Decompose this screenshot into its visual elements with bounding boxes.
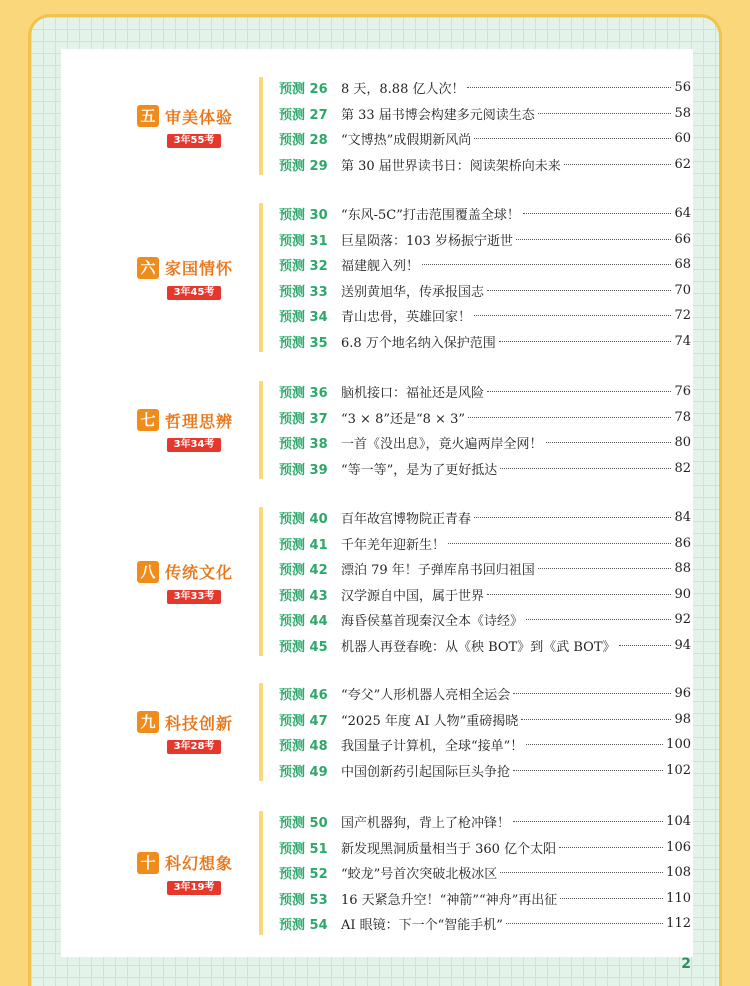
entry-label: 预测 49 xyxy=(279,764,328,780)
entry-page-number: 76 xyxy=(674,384,691,400)
entry-page-number: 96 xyxy=(674,686,691,702)
entry-label: 预测 40 xyxy=(279,512,328,528)
dot-leader xyxy=(516,239,672,240)
entry-label: 预测 30 xyxy=(279,208,328,224)
entry-title: “夸父”人形机器人亮相全运会 xyxy=(341,688,511,704)
entry-label: 预测 28 xyxy=(279,133,328,149)
entry-list xyxy=(279,809,691,937)
entry-page-number: 106 xyxy=(666,839,691,855)
entry-page-number: 82 xyxy=(674,460,691,476)
entry-title: 中国创新药引起国际巨头争抢 xyxy=(341,764,511,780)
entry-label: 预测 39 xyxy=(279,462,328,478)
entry-label: 预测 29 xyxy=(279,158,328,174)
dot-leader xyxy=(521,719,671,720)
toc-entry[interactable] xyxy=(279,329,691,355)
entry-list xyxy=(279,201,691,354)
toc-entry[interactable] xyxy=(279,633,691,659)
section-header xyxy=(137,851,247,895)
exam-count-badge: 3年33考 xyxy=(167,590,221,604)
toc-entry[interactable] xyxy=(279,201,691,227)
section-number: 九 xyxy=(137,711,159,733)
dot-leader xyxy=(474,517,671,518)
section-number: 七 xyxy=(137,409,159,431)
entry-title: 福建舰入列！ xyxy=(341,259,420,275)
section-title xyxy=(137,104,247,128)
section-header xyxy=(137,710,247,754)
section-divider xyxy=(259,381,263,479)
toc-entry[interactable] xyxy=(279,278,691,304)
section-divider xyxy=(259,203,263,352)
entry-title: 6.8 万个地名纳入保护范围 xyxy=(341,335,496,351)
dot-leader xyxy=(500,872,663,873)
entry-label: 预测 36 xyxy=(279,386,328,402)
section-number: 八 xyxy=(137,561,159,583)
entry-title: 16 天紧急升空！“神箭”“神舟”再出征 xyxy=(341,892,558,908)
dot-leader xyxy=(560,898,663,899)
dot-leader xyxy=(538,568,672,569)
dot-leader xyxy=(559,847,663,848)
entry-label: 预测 53 xyxy=(279,892,328,908)
toc-entry[interactable] xyxy=(279,707,691,733)
dot-leader xyxy=(468,417,671,418)
dot-leader xyxy=(487,290,671,291)
toc-section xyxy=(61,201,693,354)
entry-page-number: 70 xyxy=(674,282,691,298)
toc-entry[interactable] xyxy=(279,75,691,101)
toc-section xyxy=(61,379,693,481)
toc-entry[interactable] xyxy=(279,379,691,405)
toc-entry[interactable] xyxy=(279,252,691,278)
dot-leader xyxy=(500,468,671,469)
entry-page-number: 102 xyxy=(666,762,691,778)
dot-leader xyxy=(422,264,671,265)
entry-page-number: 112 xyxy=(666,916,691,932)
dot-leader xyxy=(564,164,672,165)
exam-count-badge: 3年28考 xyxy=(167,740,221,754)
section-divider xyxy=(259,811,263,935)
dot-leader xyxy=(448,543,671,544)
entry-title: “文博热”成假期新风尚 xyxy=(341,133,472,149)
toc-entry[interactable] xyxy=(279,303,691,329)
toc-entry[interactable] xyxy=(279,126,691,152)
dot-leader xyxy=(619,645,672,646)
entry-title: 青山忠骨，英雄回家！ xyxy=(341,310,472,326)
entry-label: 预测 41 xyxy=(279,537,328,553)
section-name: 科幻想象 xyxy=(165,854,234,874)
entry-page-number: 94 xyxy=(674,637,691,653)
section-name: 家国情怀 xyxy=(165,259,234,278)
entry-label: 预测 42 xyxy=(279,563,328,579)
toc-entry[interactable] xyxy=(279,911,691,937)
entry-list xyxy=(279,505,691,658)
page-frame xyxy=(28,14,722,986)
entry-page-number: 92 xyxy=(674,612,691,628)
dot-leader xyxy=(499,341,672,342)
dot-leader xyxy=(467,87,671,88)
entry-page-number: 60 xyxy=(674,131,691,147)
dot-leader xyxy=(487,391,671,392)
entry-title: 第 33 届书博会构建多元阅读生态 xyxy=(341,107,535,123)
entry-title: “蛟龙”号首次突破北极冰区 xyxy=(341,867,498,883)
toc-section xyxy=(61,505,693,658)
entry-page-number: 86 xyxy=(674,535,691,551)
section-title xyxy=(137,256,247,280)
entry-label: 预测 48 xyxy=(279,739,328,755)
entry-page-number: 68 xyxy=(674,257,691,273)
entry-title: 汉学源自中国，属于世界 xyxy=(341,588,485,604)
toc-entry[interactable] xyxy=(279,101,691,127)
entry-label: 预测 27 xyxy=(279,107,328,123)
entry-title: “东风-5C”打击范围覆盖全球！ xyxy=(341,208,520,224)
entry-page-number: 66 xyxy=(674,231,691,247)
entry-title: 新发现黑洞质量相当于 360 亿个太阳 xyxy=(341,841,557,857)
entry-label: 预测 50 xyxy=(279,816,328,832)
entry-label: 预测 35 xyxy=(279,335,328,351)
section-title xyxy=(137,560,247,584)
entry-page-number: 62 xyxy=(674,156,691,172)
dot-leader xyxy=(526,619,671,620)
section-header xyxy=(137,408,247,452)
section-name: 科技创新 xyxy=(165,713,234,733)
dot-leader xyxy=(513,693,671,694)
section-divider xyxy=(259,507,263,656)
toc-page xyxy=(61,49,693,957)
entry-page-number: 64 xyxy=(674,206,691,222)
entry-label: 预测 33 xyxy=(279,284,328,300)
entry-label: 预测 34 xyxy=(279,310,328,326)
entry-title: 我国量子计算机，全球“接单”！ xyxy=(341,739,524,755)
toc-entry[interactable] xyxy=(279,505,691,531)
dot-leader xyxy=(474,138,671,139)
entry-label: 预测 37 xyxy=(279,411,328,427)
entry-page-number: 90 xyxy=(674,586,691,602)
entry-title: “等一等”，是为了更好抵达 xyxy=(341,462,498,478)
entry-title: 一首《没出息》，竟火遍两岸全网！ xyxy=(341,437,543,453)
toc-entry[interactable] xyxy=(279,556,691,582)
dot-leader xyxy=(546,442,672,443)
entry-label: 预测 54 xyxy=(279,918,328,934)
section-name: 传统文化 xyxy=(165,563,234,582)
entry-title: “2025 年度 AI 人物”重磅揭晓 xyxy=(341,713,519,729)
section-header xyxy=(137,256,247,300)
exam-count-badge: 3年45考 xyxy=(167,286,221,300)
entry-title: 千年羌年迎新生！ xyxy=(341,537,446,553)
dot-leader xyxy=(526,744,663,745)
dot-leader xyxy=(513,770,663,771)
entry-title: 海昏侯墓首现秦汉全本《诗经》 xyxy=(341,614,524,630)
page-number: 2 xyxy=(681,956,691,972)
exam-count-badge: 3年55考 xyxy=(167,134,221,148)
toc-section xyxy=(61,75,693,177)
entry-title: “3 × 8”还是“8 × 3” xyxy=(341,411,465,427)
dot-leader xyxy=(513,821,663,822)
toc-entry[interactable] xyxy=(279,758,691,784)
dot-leader xyxy=(487,594,671,595)
entry-page-number: 72 xyxy=(674,308,691,324)
toc-entry[interactable] xyxy=(279,456,691,482)
entry-page-number: 74 xyxy=(674,333,691,349)
entry-title: 脑机接口：福祉还是风险 xyxy=(341,386,485,402)
entry-title: AI 眼镜：下一个“智能手机” xyxy=(341,918,503,934)
entry-label: 预测 32 xyxy=(279,259,328,275)
entry-title: 机器人再登春晚：从《秧 BOT》到《武 BOT》 xyxy=(341,639,616,655)
entry-page-number: 104 xyxy=(666,814,691,830)
entry-page-number: 84 xyxy=(674,510,691,526)
toc-entry[interactable] xyxy=(279,835,691,861)
dot-leader xyxy=(538,113,672,114)
section-name: 审美体验 xyxy=(165,107,234,127)
entry-title: 第 30 届世界读书日：阅读架桥向未来 xyxy=(341,158,561,174)
section-header xyxy=(137,104,247,148)
entry-title: 巨星陨落：103 岁杨振宁逝世 xyxy=(341,233,513,249)
entry-title: 国产机器狗，背上了枪冲锋！ xyxy=(341,816,511,832)
entry-label: 预测 47 xyxy=(279,713,328,729)
section-header xyxy=(137,560,247,604)
entry-list xyxy=(279,75,691,177)
entry-title: 百年故宫博物院正青春 xyxy=(341,512,472,528)
section-number: 六 xyxy=(137,257,159,279)
toc-entry[interactable] xyxy=(279,607,691,633)
entry-page-number: 98 xyxy=(674,711,691,727)
toc-entry[interactable] xyxy=(279,681,691,707)
exam-count-badge: 3年34考 xyxy=(167,438,221,452)
toc-entry[interactable] xyxy=(279,582,691,608)
section-name: 哲理思辨 xyxy=(165,411,234,431)
toc-entry[interactable] xyxy=(279,809,691,835)
section-divider xyxy=(259,683,263,781)
entry-list xyxy=(279,681,691,783)
entry-label: 预测 52 xyxy=(279,867,328,883)
toc-entry[interactable] xyxy=(279,227,691,253)
entry-label: 预测 46 xyxy=(279,688,328,704)
entry-label: 预测 26 xyxy=(279,82,328,98)
entry-title: 送别黄旭华，传承报国志 xyxy=(341,284,485,300)
entry-page-number: 110 xyxy=(666,890,691,906)
entry-page-number: 78 xyxy=(674,409,691,425)
entry-label: 预测 43 xyxy=(279,588,328,604)
toc-entry[interactable] xyxy=(279,860,691,886)
dot-leader xyxy=(474,315,671,316)
entry-label: 预测 44 xyxy=(279,614,328,630)
section-divider xyxy=(259,77,263,175)
section-number: 十 xyxy=(137,852,159,874)
entry-page-number: 56 xyxy=(674,80,691,96)
toc-entry[interactable] xyxy=(279,531,691,557)
entry-title: 漂泊 79 年！子弹库帛书回归祖国 xyxy=(341,563,535,579)
entry-title: 8 天，8.88 亿人次！ xyxy=(341,82,465,98)
toc-entry[interactable] xyxy=(279,152,691,178)
entry-page-number: 80 xyxy=(674,435,691,451)
dot-leader xyxy=(506,923,663,924)
section-title xyxy=(137,408,247,432)
entry-page-number: 108 xyxy=(666,865,691,881)
toc-section xyxy=(61,681,693,783)
exam-count-badge: 3年19考 xyxy=(167,881,221,895)
section-title xyxy=(137,851,247,875)
entry-page-number: 100 xyxy=(666,737,691,753)
entry-label: 预测 31 xyxy=(279,233,328,249)
entry-page-number: 58 xyxy=(674,105,691,121)
section-title xyxy=(137,710,247,734)
toc-entry[interactable] xyxy=(279,732,691,758)
toc-section xyxy=(61,809,693,937)
entry-page-number: 88 xyxy=(674,561,691,577)
toc-entry[interactable] xyxy=(279,886,691,912)
section-number: 五 xyxy=(137,105,159,127)
entry-label: 预测 45 xyxy=(279,639,328,655)
dot-leader xyxy=(523,213,672,214)
entry-label: 预测 38 xyxy=(279,437,328,453)
toc-entry[interactable] xyxy=(279,430,691,456)
entry-list xyxy=(279,379,691,481)
entry-label: 预测 51 xyxy=(279,841,328,857)
toc-entry[interactable] xyxy=(279,405,691,431)
